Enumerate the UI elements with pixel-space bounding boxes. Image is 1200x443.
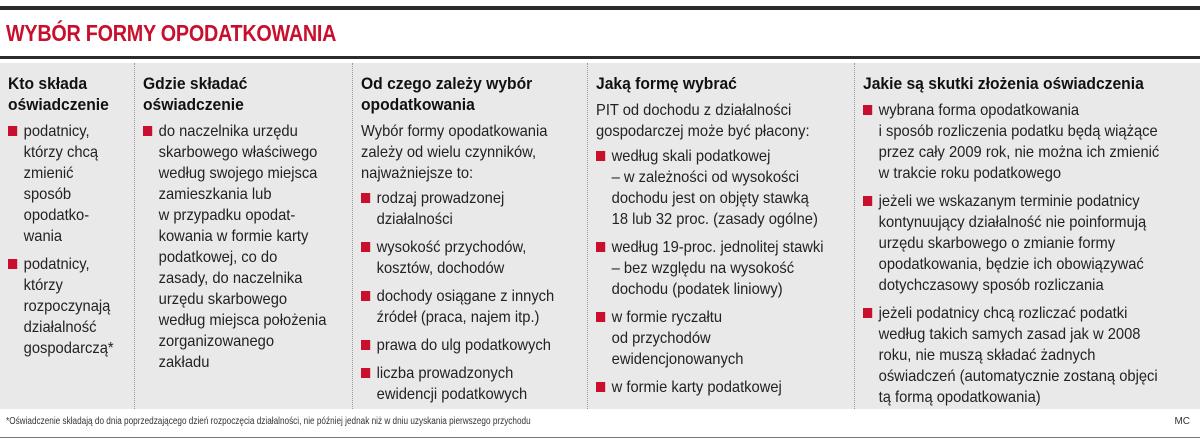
list-item: według skali podatkowej – w zależności od wysokości dochodu jest on objęty stawką 18 lub 32 proc. (zasady ogólne) xyxy=(596,146,833,230)
list-item: podatnicy, którzy rozpoczynają działalność gospodarczą* xyxy=(8,254,124,359)
column-who-submits xyxy=(0,63,134,409)
column-heading: Kto składa oświadczenie xyxy=(8,74,109,114)
list-item: wysokość przychodów, kosztów, dochodów xyxy=(361,237,569,279)
list-item: podatnicy, którzy chcą zmienić sposób opodatko- wania xyxy=(8,121,124,247)
column-what-determines-choice xyxy=(352,63,587,409)
list-item: w formie ryczałtu od przychodów ewidencjonowanych xyxy=(596,307,833,370)
column-intro: PIT od dochodu z działalności gospodarczej może być płacony: xyxy=(596,102,810,140)
list-item: w formie karty podatkowej xyxy=(596,377,833,398)
column-heading: Jakie są skutki złożenia oświadczenia xyxy=(863,74,1144,93)
list-item: do naczelnika urzędu skarbowego właściwego według swojego miejsca zamieszkania lub w przypadku opodat- kowania w formie karty podatkowej, co do zasady, do naczelnika urzędu skarbowego według miejsca położenia zorganizowanego zakładu xyxy=(143,121,335,373)
column-heading: Od czego zależy wybór opodatkowania xyxy=(361,74,533,114)
bottom-rule xyxy=(0,437,1200,438)
top-rule xyxy=(0,6,1200,10)
list-item: prawa do ulg podatkowych xyxy=(361,335,569,356)
list-item: liczba prowadzonych ewidencji podatkowych xyxy=(361,363,569,405)
list-item: dochody osiągane z innych źródeł (praca, najem itp.) xyxy=(361,286,569,328)
column-heading: Jaką formę wybrać xyxy=(596,74,737,93)
column-which-form xyxy=(587,63,854,409)
list-item: jeżeli podatnicy chcą rozliczać podatki według takich samych zasad jak w 2008 roku, nie muszą składać żadnych oświadczeń (automatycznie zostaną objęci tą formą opodatkowania) xyxy=(863,303,1173,408)
page-title: WYBÓR FORMY OPODATKOWANIA xyxy=(6,20,337,46)
column-intro: Wybór formy opodatkowania zależy od wielu czynników, najważniejsze to: xyxy=(361,123,548,182)
column-heading: Gdzie składać oświadczenie xyxy=(143,74,248,114)
column-consequences xyxy=(854,63,1200,409)
list-item: jeżeli we wskazanym terminie podatnicy kontynuujący działalność nie poinformują urzędu skarbowego o zmianie formy opodatkowania, będzie ich obowiązywać dotychczasowy sposób rozliczania xyxy=(863,191,1173,296)
footnote: *Oświadczenie składają do dnia poprzedzającego dzień rozpoczęcia działalności, nie później jednak niż w dniu uzyskania pierwszego przychodu xyxy=(6,416,531,427)
info-panel xyxy=(0,63,1200,409)
author-credit: MC xyxy=(1174,416,1190,427)
title-rule xyxy=(0,56,1200,59)
list-item: według 19-proc. jednolitej stawki – bez względu na wysokość dochodu (podatek liniowy) xyxy=(596,237,833,300)
list-item: rodzaj prowadzonej działalności xyxy=(361,188,569,230)
list-item: wybrana forma opodatkowania i sposób rozliczenia podatku będą wiążące przez cały 2009 rok, nie można ich zmienić w trakcie roku podatkowego xyxy=(863,100,1173,184)
column-where-to-submit xyxy=(134,63,352,409)
